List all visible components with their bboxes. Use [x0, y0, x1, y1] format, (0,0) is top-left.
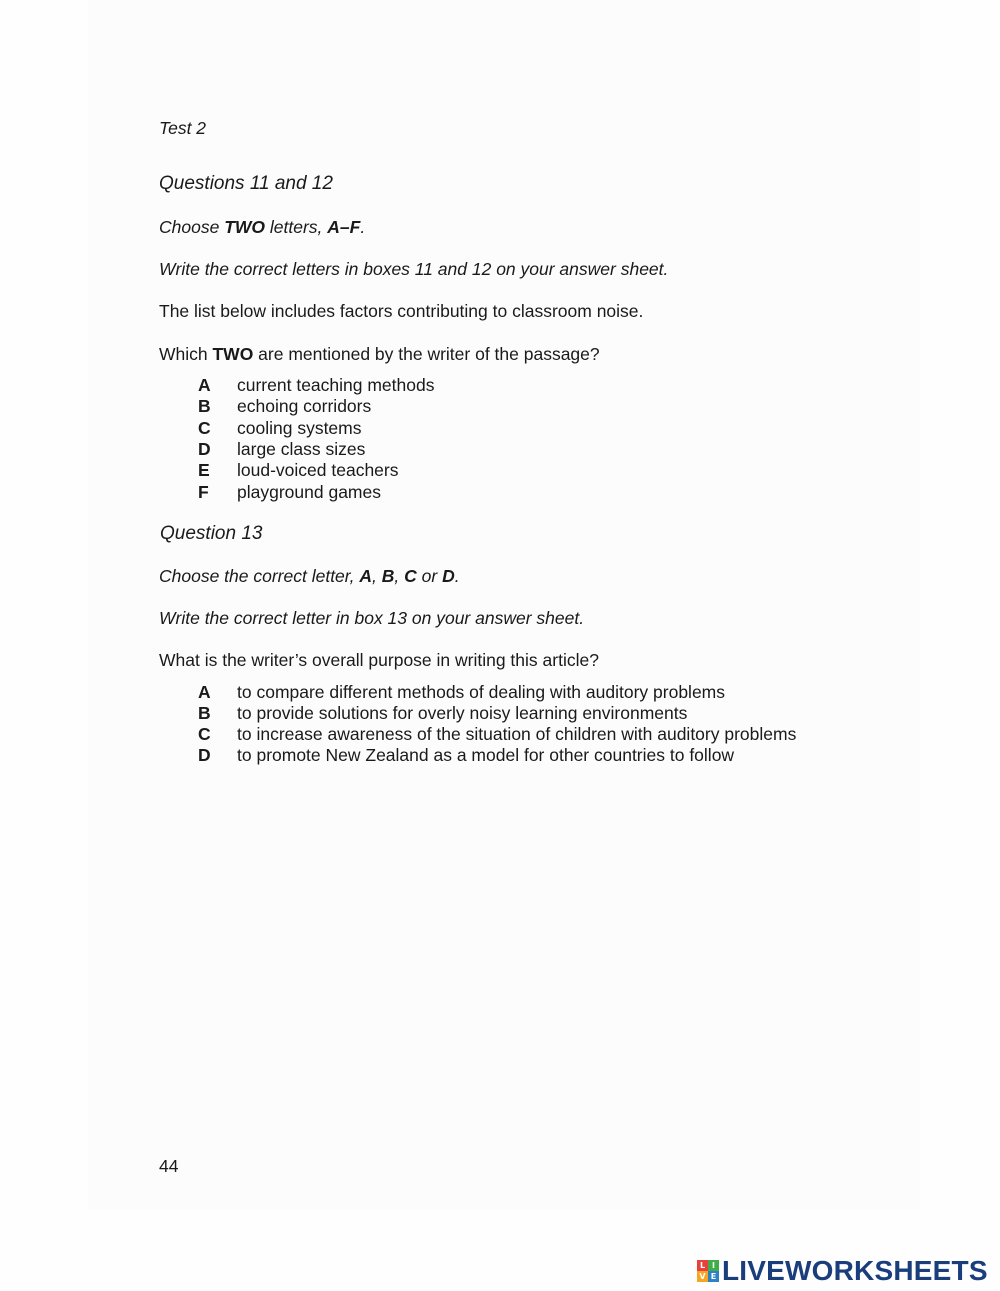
- logo-tile: V: [697, 1271, 708, 1282]
- liveworksheets-icon: [697, 1260, 719, 1282]
- option-text: to promote New Zealand as a model for other countries to follow: [237, 745, 735, 765]
- option-letter: A: [198, 375, 211, 395]
- liveworksheets-wordmark: LIVEWORKSHEETS: [722, 1255, 988, 1286]
- logo-tile: E: [708, 1271, 719, 1282]
- option-text: to provide solutions for overly noisy learning environments: [237, 703, 688, 723]
- option-text: to compare different methods of dealing with auditory problems: [237, 682, 726, 702]
- option-text: playground games: [237, 482, 381, 502]
- section1-heading: Questions 11 and 12: [159, 173, 333, 194]
- option-letter: B: [198, 396, 211, 416]
- liveworksheets-logo: [697, 1256, 988, 1286]
- option-text: loud-voiced teachers: [237, 460, 399, 480]
- section2-question: What is the writer’s overall purpose in writing this article?: [159, 650, 599, 670]
- section2-heading: Question 13: [160, 523, 263, 544]
- section1-intro: The list below includes factors contributing to classroom noise.: [159, 301, 644, 321]
- option-letter: E: [198, 460, 210, 480]
- logo-tile: L: [697, 1260, 708, 1271]
- option-letter: D: [198, 745, 211, 765]
- section1-instruction-write: Write the correct letters in boxes 11 and 12 on your answer sheet.: [159, 259, 669, 279]
- logo-tile: I: [708, 1260, 719, 1271]
- option-letter: C: [198, 418, 211, 438]
- option-text: to increase awareness of the situation of children with auditory problems: [237, 724, 797, 744]
- option-text: echoing corridors: [237, 396, 372, 416]
- option-text: large class sizes: [237, 439, 366, 459]
- option-letter: B: [198, 703, 211, 723]
- test-label: Test 2: [159, 118, 207, 138]
- section2-instruction-write: Write the correct letter in box 13 on your answer sheet.: [159, 608, 585, 628]
- option-text: cooling systems: [237, 418, 362, 438]
- section1-question: Which TWO are mentioned by the writer of the passage?: [159, 344, 600, 364]
- section2-instruction-choose: Choose the correct letter, A, B, C or D.: [159, 566, 460, 586]
- option-text: current teaching methods: [237, 375, 435, 395]
- page-number: 44: [159, 1156, 179, 1176]
- option-letter: A: [198, 682, 211, 702]
- option-letter: C: [198, 724, 211, 744]
- section1-instruction-choose: Choose TWO letters, A–F.: [159, 217, 366, 237]
- option-letter: D: [198, 439, 211, 459]
- option-letter: F: [198, 482, 209, 502]
